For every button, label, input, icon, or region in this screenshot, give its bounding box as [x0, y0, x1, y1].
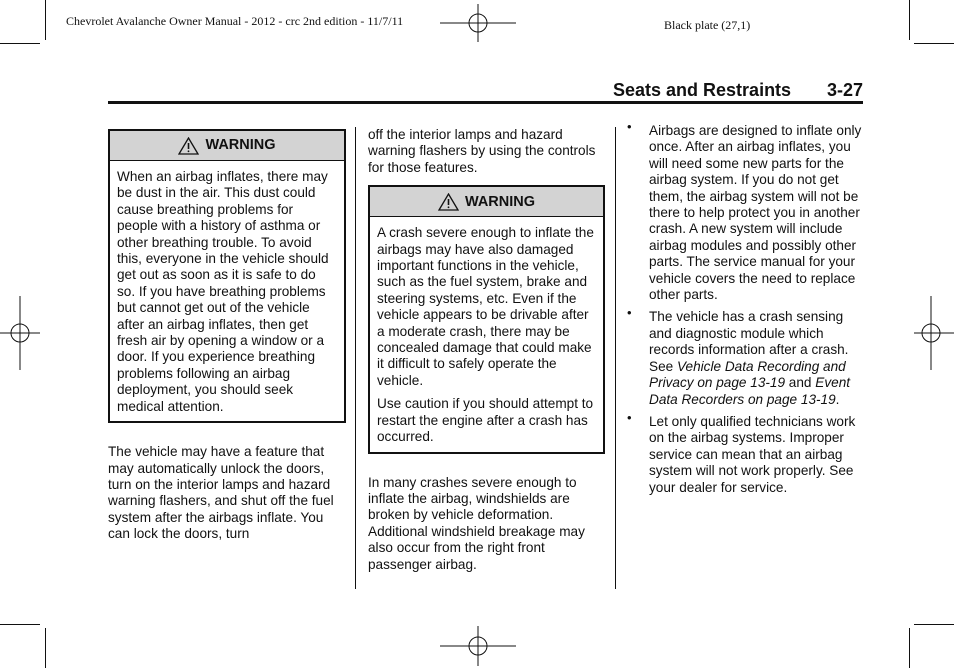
- crop-mark: [909, 628, 910, 668]
- header-rule: [108, 101, 863, 104]
- crop-mark: [909, 0, 910, 40]
- warning-box: [108, 129, 346, 423]
- bullet-text: Airbags are designed to inflate only once. After an airbag inflates, you will need some new parts for the airbag system. If you do not get them, the airbag system will not be there to help protect you in another crash. A new system will include airbag modules and possibly other parts. The service manual for your vehicle covers the need to replace other parts.: [649, 123, 862, 303]
- column-3: [616, 119, 864, 502]
- column-2: [368, 127, 605, 573]
- warning-header: [110, 131, 344, 161]
- bullet-icon: •: [627, 409, 632, 425]
- list-item: [616, 119, 864, 303]
- warning-body: [370, 217, 603, 451]
- body-paragraph: off the interior lamps and hazard warning flashers by using the controls for those features.: [368, 127, 596, 175]
- crop-mark: [0, 43, 40, 44]
- page-number: 3-27: [827, 80, 864, 100]
- manual-title: Chevrolet Avalanche Owner Manual - 2012 - crc 2nd edition - 11/7/11: [66, 14, 404, 28]
- crop-mark: [45, 628, 46, 668]
- crosshair-registration-icon: [914, 296, 954, 370]
- warning-body: [110, 161, 344, 421]
- crop-mark: [0, 624, 40, 625]
- bullet-icon: •: [627, 119, 632, 134]
- crop-mark: [914, 43, 954, 44]
- warning-label: WARNING: [205, 137, 276, 154]
- section-title: Seats and Restraints: [613, 80, 792, 100]
- plate-label: Black plate (27,1): [664, 18, 751, 32]
- crosshair-registration-icon: [0, 296, 40, 370]
- crosshair-registration-icon: [440, 626, 516, 666]
- list-item: [616, 305, 864, 407]
- warning-box: [368, 185, 605, 453]
- warning-label: WARNING: [464, 193, 536, 210]
- warning-text: Use caution if you should attempt to restart the engine after a crash has occurred.: [377, 396, 594, 445]
- column-divider: [355, 127, 356, 589]
- cross-reference-link[interactable]: Vehicle Data Recording and Privacy on page 13-19: [649, 358, 846, 391]
- crop-mark: [914, 624, 954, 625]
- warning-header: [370, 187, 603, 217]
- warning-text: A crash severe enough to inflate the airbags may have also damaged important functions in the vehicle, such as the fuel system, brake and steering systems, etc. Even if the vehicle appears to be drivable after a moderate crash, there may be concealed damage that could make it difficult to safely operate the vehicle.: [377, 225, 594, 388]
- cross-reference-link[interactable]: Event Data Recorders on page 13-19: [649, 375, 851, 407]
- column-1: [108, 129, 346, 543]
- list-item: [616, 409, 864, 496]
- warning-triangle-icon: [438, 193, 459, 211]
- body-paragraph: The vehicle may have a feature that may automatically unlock the doors, turn on the interior lamps and hazard warning flashers, and shut off the fuel system after the airbags inflate. You can lock the doors, turn: [108, 444, 334, 542]
- bullet-text: The vehicle has a crash sensing and diagnostic module which records information after a crash. See: [649, 309, 849, 374]
- bullet-text: and: [785, 375, 816, 391]
- bullet-icon: •: [627, 305, 632, 321]
- warning-text: When an airbag inflates, there may be dust in the air. This dust could cause breathing problems for people with a history of asthma or other breathing trouble. To avoid this, everyone in the vehicle should get out as soon as it is safe to do so. If you have breathing problems but cannot get out of the vehicle after an airbag inflates, then get fresh air by opening a window or a door. If you experience breathing problems following an airbag deployment, you should seek medical attention.: [117, 169, 329, 414]
- bullet-text: Let only qualified technicians work on the airbag systems. Improper service can mean that an airbag system will not work properly. See your dealer for service.: [649, 413, 856, 495]
- body-paragraph: In many crashes severe enough to inflate the airbag, windshields are broken by vehicle deformation. Additional windshield breakage may also occur from the right front passenger airbag.: [368, 474, 585, 572]
- bullet-list: [616, 119, 864, 496]
- crop-mark: [45, 0, 46, 40]
- crosshair-registration-icon: [440, 4, 516, 42]
- warning-triangle-icon: [178, 137, 199, 155]
- bullet-text: .: [835, 391, 840, 407]
